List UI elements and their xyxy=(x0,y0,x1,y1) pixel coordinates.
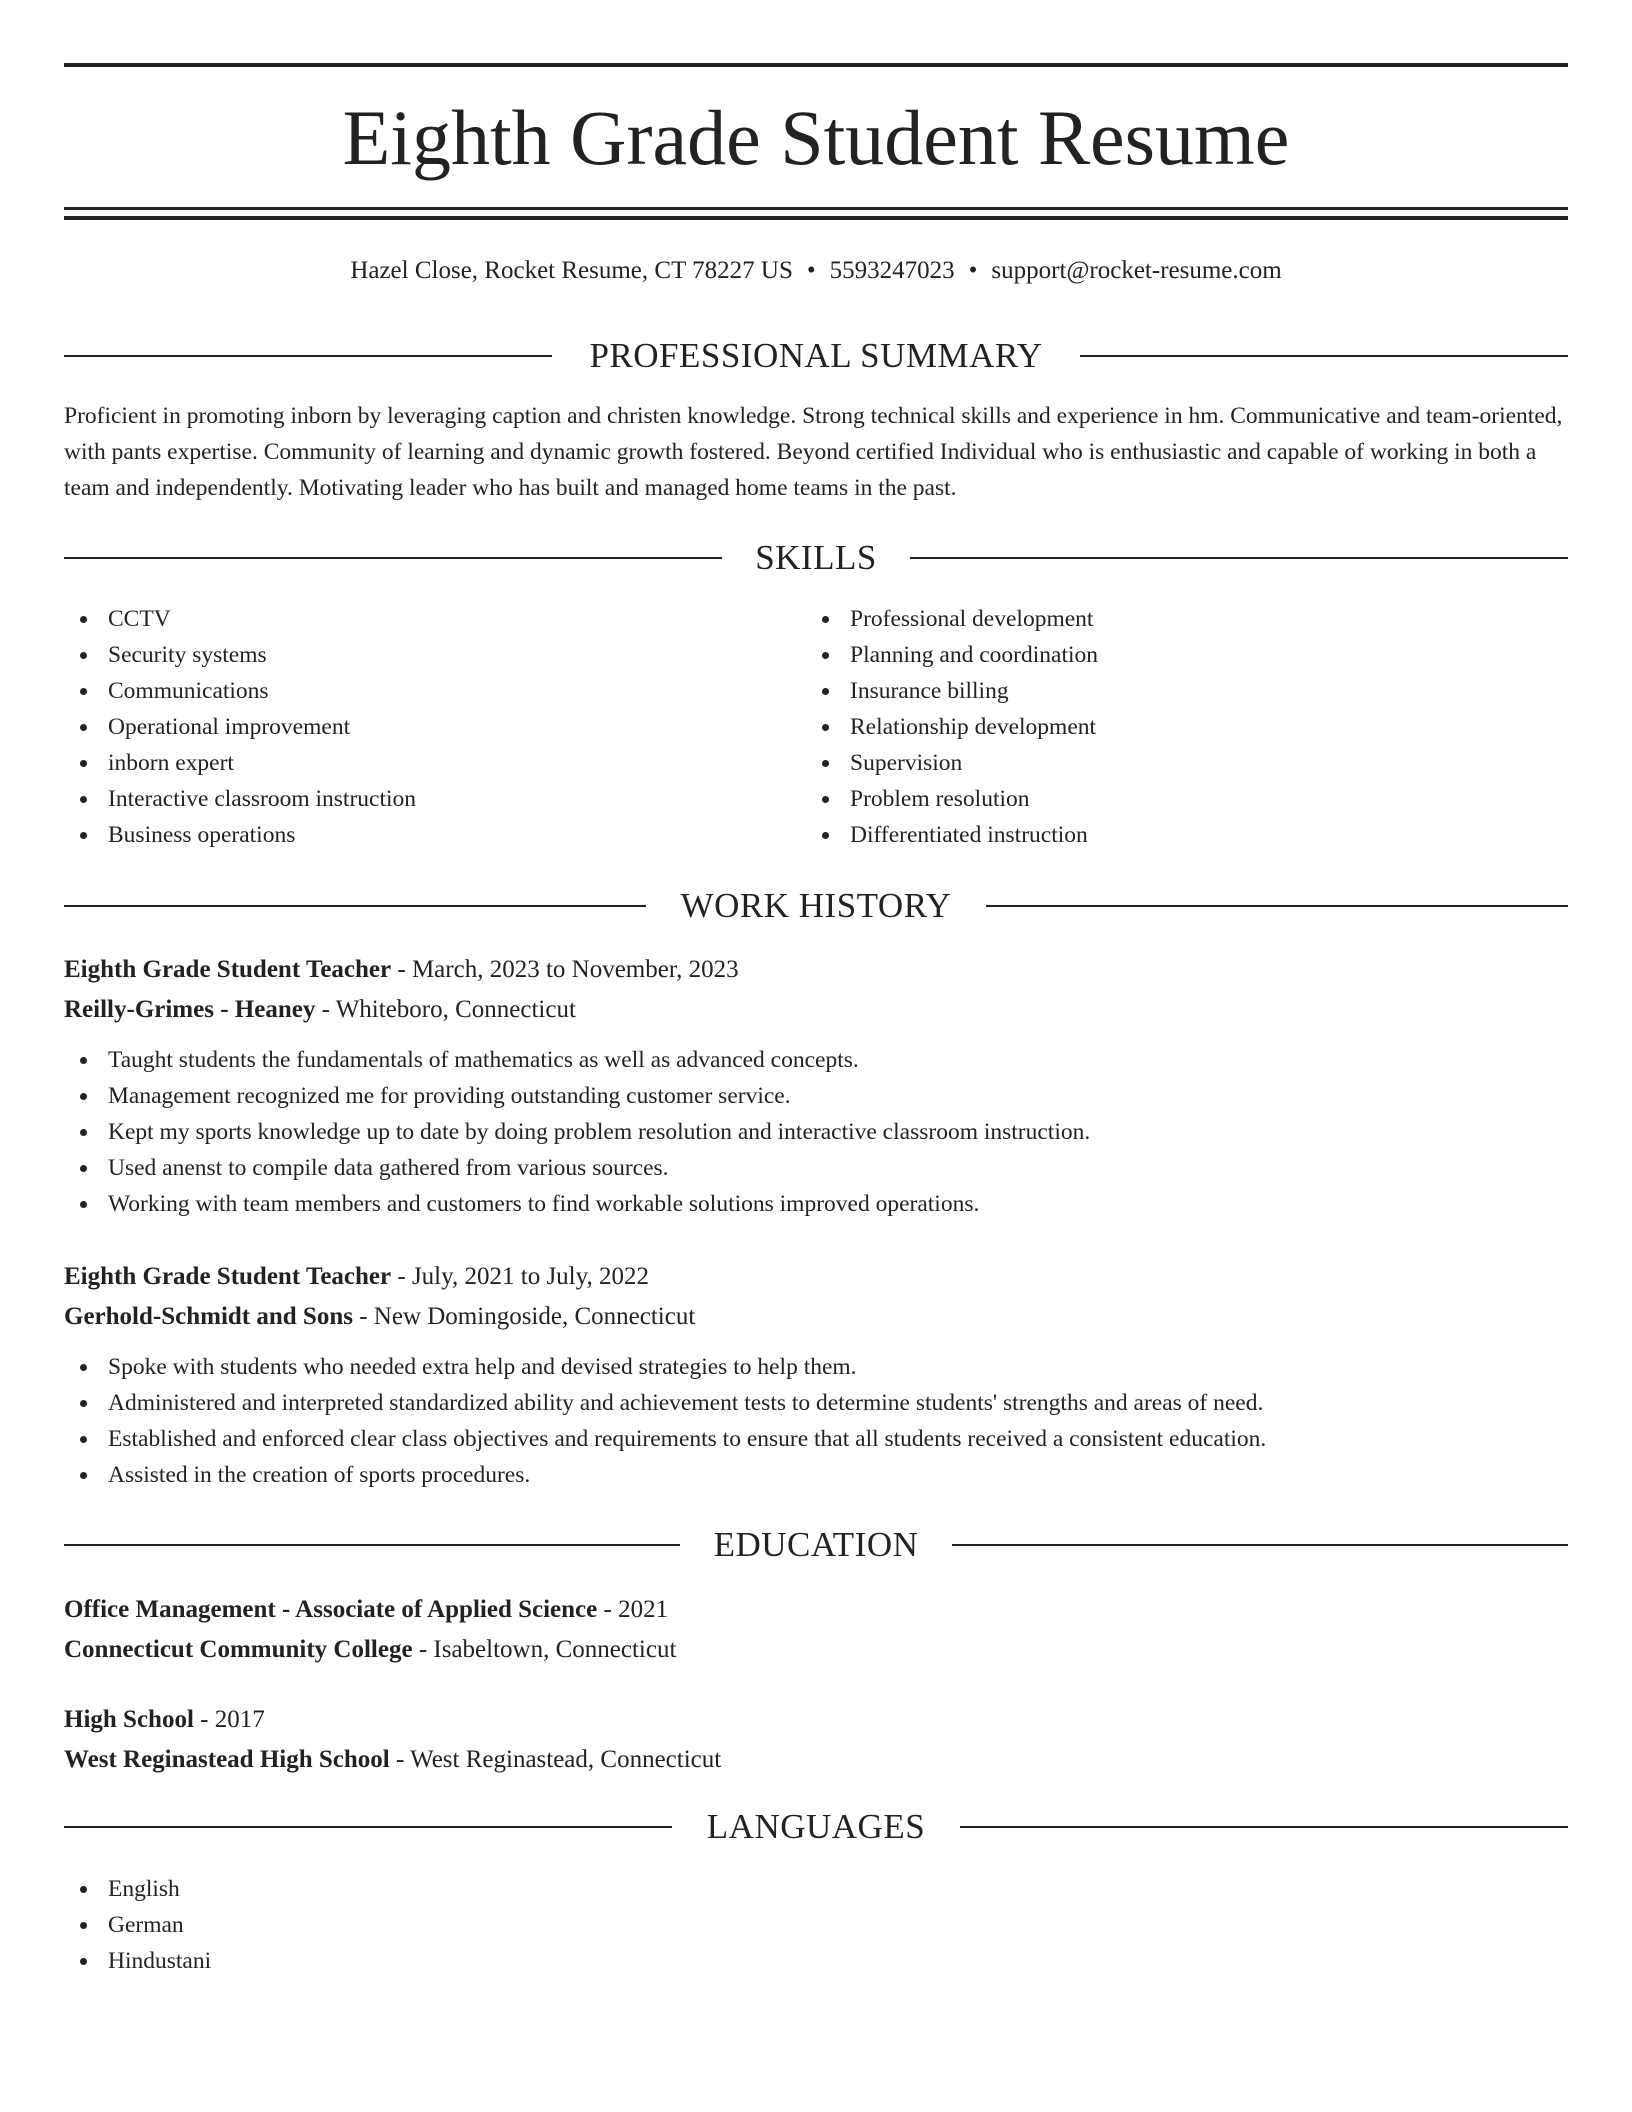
education-degree: High School xyxy=(64,1706,194,1733)
job-title-line: Eighth Grade Student Teacher - March, 2023 to November, 2023 xyxy=(64,956,739,983)
job-company-line: Reilly-Grimes - Heaney - Whiteboro, Connecticut xyxy=(64,996,576,1023)
job-dates: March, 2023 to November, 2023 xyxy=(411,956,739,983)
education-location: Isabeltown, Connecticut xyxy=(433,1636,677,1663)
job-bullet: Spoke with students who needed extra help and devised strategies to help them. xyxy=(64,1349,1568,1385)
skills-list-right xyxy=(806,601,1546,853)
job-bullet: Established and enforced clear class objectives and requirements to ensure that all students received a consistent education. xyxy=(64,1421,1568,1457)
section-title: PROFESSIONAL SUMMARY xyxy=(557,336,1074,375)
education-degree: Office Management - Associate of Applied Science xyxy=(64,1596,598,1623)
language-item: German xyxy=(64,1907,804,1943)
education-school: Connecticut Community College xyxy=(64,1636,413,1663)
education-school-line: Connecticut Community College - Isabeltown, Connecticut xyxy=(64,1636,677,1663)
language-item: English xyxy=(64,1871,804,1907)
skill-item: Business operations xyxy=(64,817,804,853)
skill-item: Security systems xyxy=(64,637,804,673)
skill-item: Differentiated instruction xyxy=(806,817,1546,853)
resume-name: Eighth Grade Student Resume xyxy=(342,94,1290,181)
skill-item: Operational improvement xyxy=(64,709,804,745)
job-bullet: Kept my sports knowledge up to date by doing problem resolution and interactive classroom instruction. xyxy=(64,1114,1568,1150)
job-company-line: Gerhold-Schmidt and Sons - New Domingoside, Connecticut xyxy=(64,1303,696,1330)
skill-item: inborn expert xyxy=(64,745,804,781)
job-bullets xyxy=(64,1042,1568,1222)
job-entry xyxy=(64,950,1568,1222)
education-degree-line: High School - 2017 xyxy=(64,1706,265,1733)
job-bullets xyxy=(64,1349,1568,1493)
job-entry xyxy=(64,1257,1568,1493)
education-school-line: West Reginastead High School - West Reginastead, Connecticut xyxy=(64,1746,722,1773)
section-title: LANGUAGES xyxy=(675,1807,957,1846)
contact-separator: • xyxy=(968,257,978,284)
education-year: 2017 xyxy=(214,1706,265,1733)
education-location: West Reginastead, Connecticut xyxy=(410,1746,722,1773)
education-degree-line: Office Management - Associate of Applied Science - 2021 xyxy=(64,1596,669,1623)
contact-separator: • xyxy=(806,257,816,284)
skill-item: Planning and coordination xyxy=(806,637,1546,673)
skills-list-left xyxy=(64,601,804,853)
languages-list xyxy=(64,1871,804,1979)
job-location: New Domingoside, Connecticut xyxy=(373,1303,696,1330)
education-entry xyxy=(64,1590,1568,1670)
summary-text: Proficient in promoting inborn by leveraging caption and christen knowledge. Strong technical skills and experience in hm. Communicative and team-oriented, with pants expertise. Community of learning and dynamic growth fostered. Beyond certified Individual who is enthusiastic and capable of working in both a team and independently. Motivating leader who has built and managed home teams in the past. xyxy=(64,403,1563,501)
contact-line xyxy=(64,254,1568,288)
skill-item: Insurance billing xyxy=(806,673,1546,709)
contact-address: Hazel Close, Rocket Resume, CT 78227 US xyxy=(350,257,793,284)
job-bullet: Working with team members and customers to find workable solutions improved operations. xyxy=(64,1186,1568,1222)
job-company: Gerhold-Schmidt and Sons xyxy=(64,1303,353,1330)
section-heading-work xyxy=(64,886,1568,926)
skill-item: Interactive classroom instruction xyxy=(64,781,804,817)
skill-item: CCTV xyxy=(64,601,804,637)
section-title: EDUCATION xyxy=(682,1525,951,1564)
job-bullet: Assisted in the creation of sports procedures. xyxy=(64,1457,1568,1493)
contact-phone: 5593247023 xyxy=(829,257,955,284)
education-year: 2021 xyxy=(618,1596,669,1623)
job-title: Eighth Grade Student Teacher xyxy=(64,956,392,983)
job-title-line: Eighth Grade Student Teacher - July, 2021 to July, 2022 xyxy=(64,1263,650,1290)
job-bullet: Administered and interpreted standardized ability and achievement tests to determine students' strengths and areas of need. xyxy=(64,1385,1568,1421)
contact-email[interactable]: support@rocket-resume.com xyxy=(991,257,1282,284)
job-bullet: Taught students the fundamentals of mathematics as well as advanced concepts. xyxy=(64,1042,1568,1078)
section-heading-summary xyxy=(64,336,1568,376)
section-title: SKILLS xyxy=(723,538,909,577)
section-heading-languages xyxy=(64,1807,1568,1847)
double-rule xyxy=(64,207,1568,220)
skill-item: Communications xyxy=(64,673,804,709)
skill-item: Supervision xyxy=(806,745,1546,781)
education-entry xyxy=(64,1700,1568,1780)
section-heading-education xyxy=(64,1525,1568,1565)
section-heading-skills xyxy=(64,538,1568,578)
language-item: Hindustani xyxy=(64,1943,804,1979)
section-title: WORK HISTORY xyxy=(649,886,984,925)
skill-item: Relationship development xyxy=(806,709,1546,745)
job-dates: July, 2021 to July, 2022 xyxy=(411,1263,650,1290)
job-company: Reilly-Grimes - Heaney xyxy=(64,996,316,1023)
job-title: Eighth Grade Student Teacher xyxy=(64,1263,392,1290)
top-rule xyxy=(64,63,1568,67)
skill-item: Problem resolution xyxy=(806,781,1546,817)
skill-item: Professional development xyxy=(806,601,1546,637)
education-school: West Reginastead High School xyxy=(64,1746,390,1773)
job-bullet: Management recognized me for providing outstanding customer service. xyxy=(64,1078,1568,1114)
job-location: Whiteboro, Connecticut xyxy=(335,996,576,1023)
job-bullet: Used anenst to compile data gathered from various sources. xyxy=(64,1150,1568,1186)
